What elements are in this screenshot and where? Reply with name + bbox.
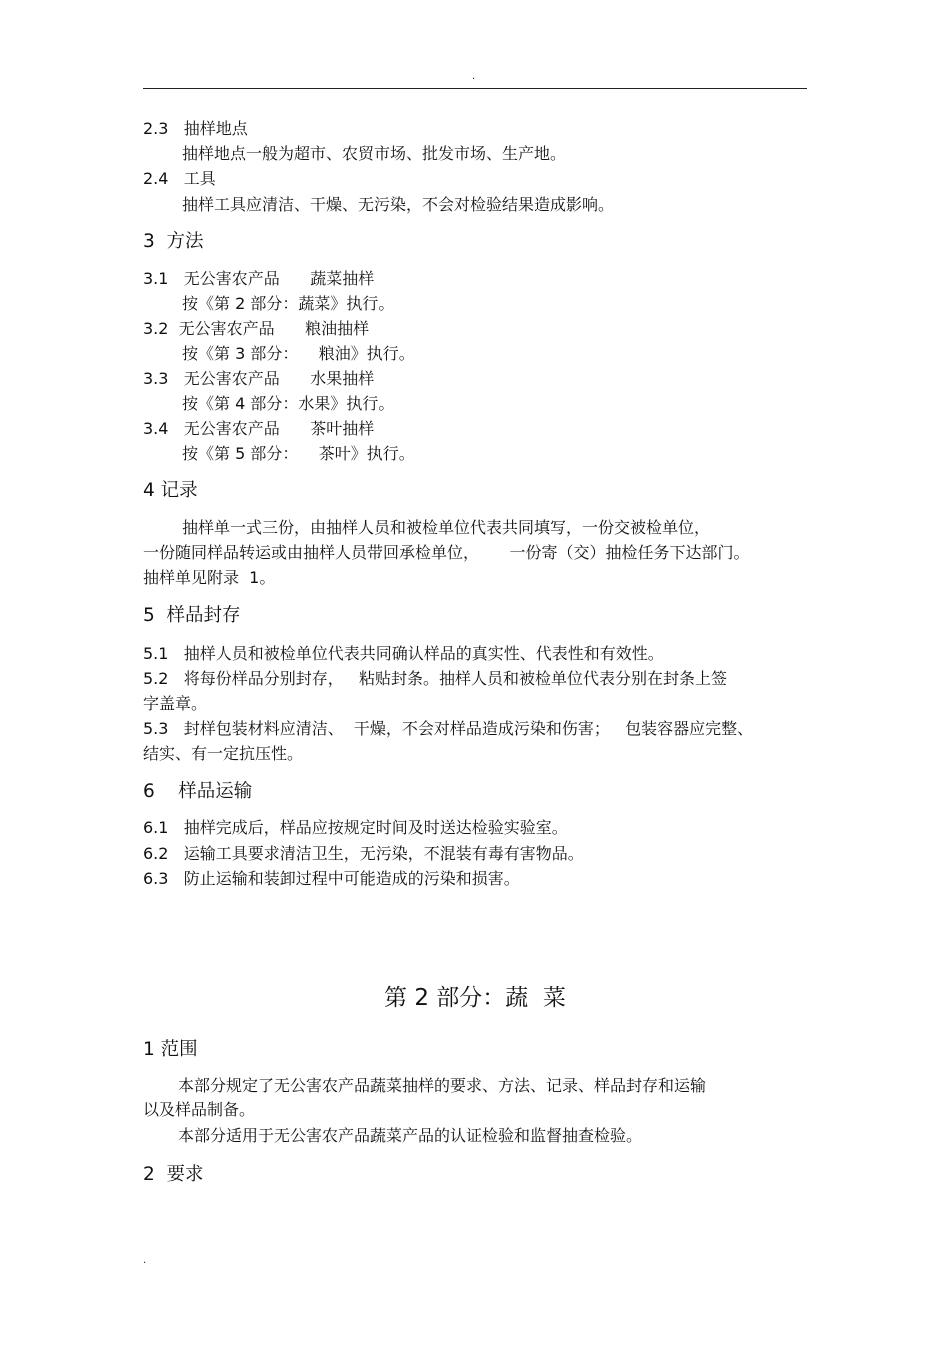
section-2-4-title: 2.4 工具 xyxy=(143,169,216,188)
section-4-para-line-3: 抽样单见附录 1。 xyxy=(143,568,276,587)
section-3-3-body: 按《第 4 部分：水果》执行。 xyxy=(182,394,395,413)
section-5-1: 5.1 抽样人员和被检单位代表共同确认样品的真实性、代表性和有效性。 xyxy=(143,644,664,663)
section-6-3: 6.3 防止运输和装卸过程中可能造成的污染和损害。 xyxy=(143,869,520,888)
section-2-3-body: 抽样地点一般为超市、农贸市场、批发市场、生产地。 xyxy=(182,144,567,163)
part-2-section-1-para-1-line-2: 以及样品制备。 xyxy=(143,1100,256,1119)
section-4-para-line-1: 抽样单一式三份，由抽样人员和被检单位代表共同填写，一份交被检单位， xyxy=(182,518,711,537)
footer-marker: . xyxy=(143,1255,147,1266)
section-4-heading: 4 记录 xyxy=(143,480,198,501)
section-6-2: 6.2 运输工具要求清洁卫生，无污染，不混装有毒有害物品。 xyxy=(143,844,584,863)
section-3-heading: 3 方法 xyxy=(143,231,204,252)
part-2-title: 第 2 部分：蔬 菜 xyxy=(384,985,566,1011)
section-3-2-title: 3.2 无公害农产品 粮油抽样 xyxy=(143,319,370,338)
section-5-heading: 5 样品封存 xyxy=(143,605,241,626)
part-2-section-1-para-1-line-1: 本部分规定了无公害农产品蔬菜抽样的要求、方法、记录、样品封存和运输 xyxy=(178,1076,707,1095)
section-5-2-line-2: 字盖章。 xyxy=(143,694,208,713)
part-2-section-1-para-2: 本部分适用于无公害农产品蔬菜产品的认证检验和监督抽查检验。 xyxy=(178,1126,643,1145)
section-6-1: 6.1 抽样完成后，样品应按规定时间及时送达检验实验室。 xyxy=(143,818,568,837)
section-3-2-body: 按《第 3 部分： 粮油》执行。 xyxy=(182,344,415,363)
header-marker: . xyxy=(472,71,476,82)
header-rule xyxy=(143,88,807,89)
section-2-4-body: 抽样工具应清洁、干燥、无污染，不会对检验结果造成影响。 xyxy=(182,195,615,214)
section-3-3-title: 3.3 无公害农产品 水果抽样 xyxy=(143,369,375,388)
section-5-3-line-1: 5.3 封样包装材料应清洁、 干燥，不会对样品造成污染和伤害； 包装容器应完整、 xyxy=(143,719,754,738)
section-4-para-line-2: 一份随同样品转运或由抽样人员带回承检单位， 一份寄（交）抽检任务下达部门。 xyxy=(143,543,750,562)
section-5-3-line-2: 结实、有一定抗压性。 xyxy=(143,744,304,763)
section-6-heading: 6 样品运输 xyxy=(143,781,253,802)
section-3-1-body: 按《第 2 部分：蔬菜》执行。 xyxy=(182,294,395,313)
section-3-4-title: 3.4 无公害农产品 茶叶抽样 xyxy=(143,419,375,438)
section-2-3-title: 2.3 抽样地点 xyxy=(143,119,248,138)
section-3-4-body: 按《第 5 部分： 茶叶》执行。 xyxy=(182,444,415,463)
section-3-1-title: 3.1 无公害农产品 蔬菜抽样 xyxy=(143,269,375,288)
part-2-section-1-heading: 1 范围 xyxy=(143,1039,198,1060)
section-5-2-line-1: 5.2 将每份样品分别封存， 粘贴封条。抽样人员和被检单位代表分别在封条上签 xyxy=(143,669,727,688)
part-2-section-2-heading: 2 要求 xyxy=(143,1164,204,1185)
